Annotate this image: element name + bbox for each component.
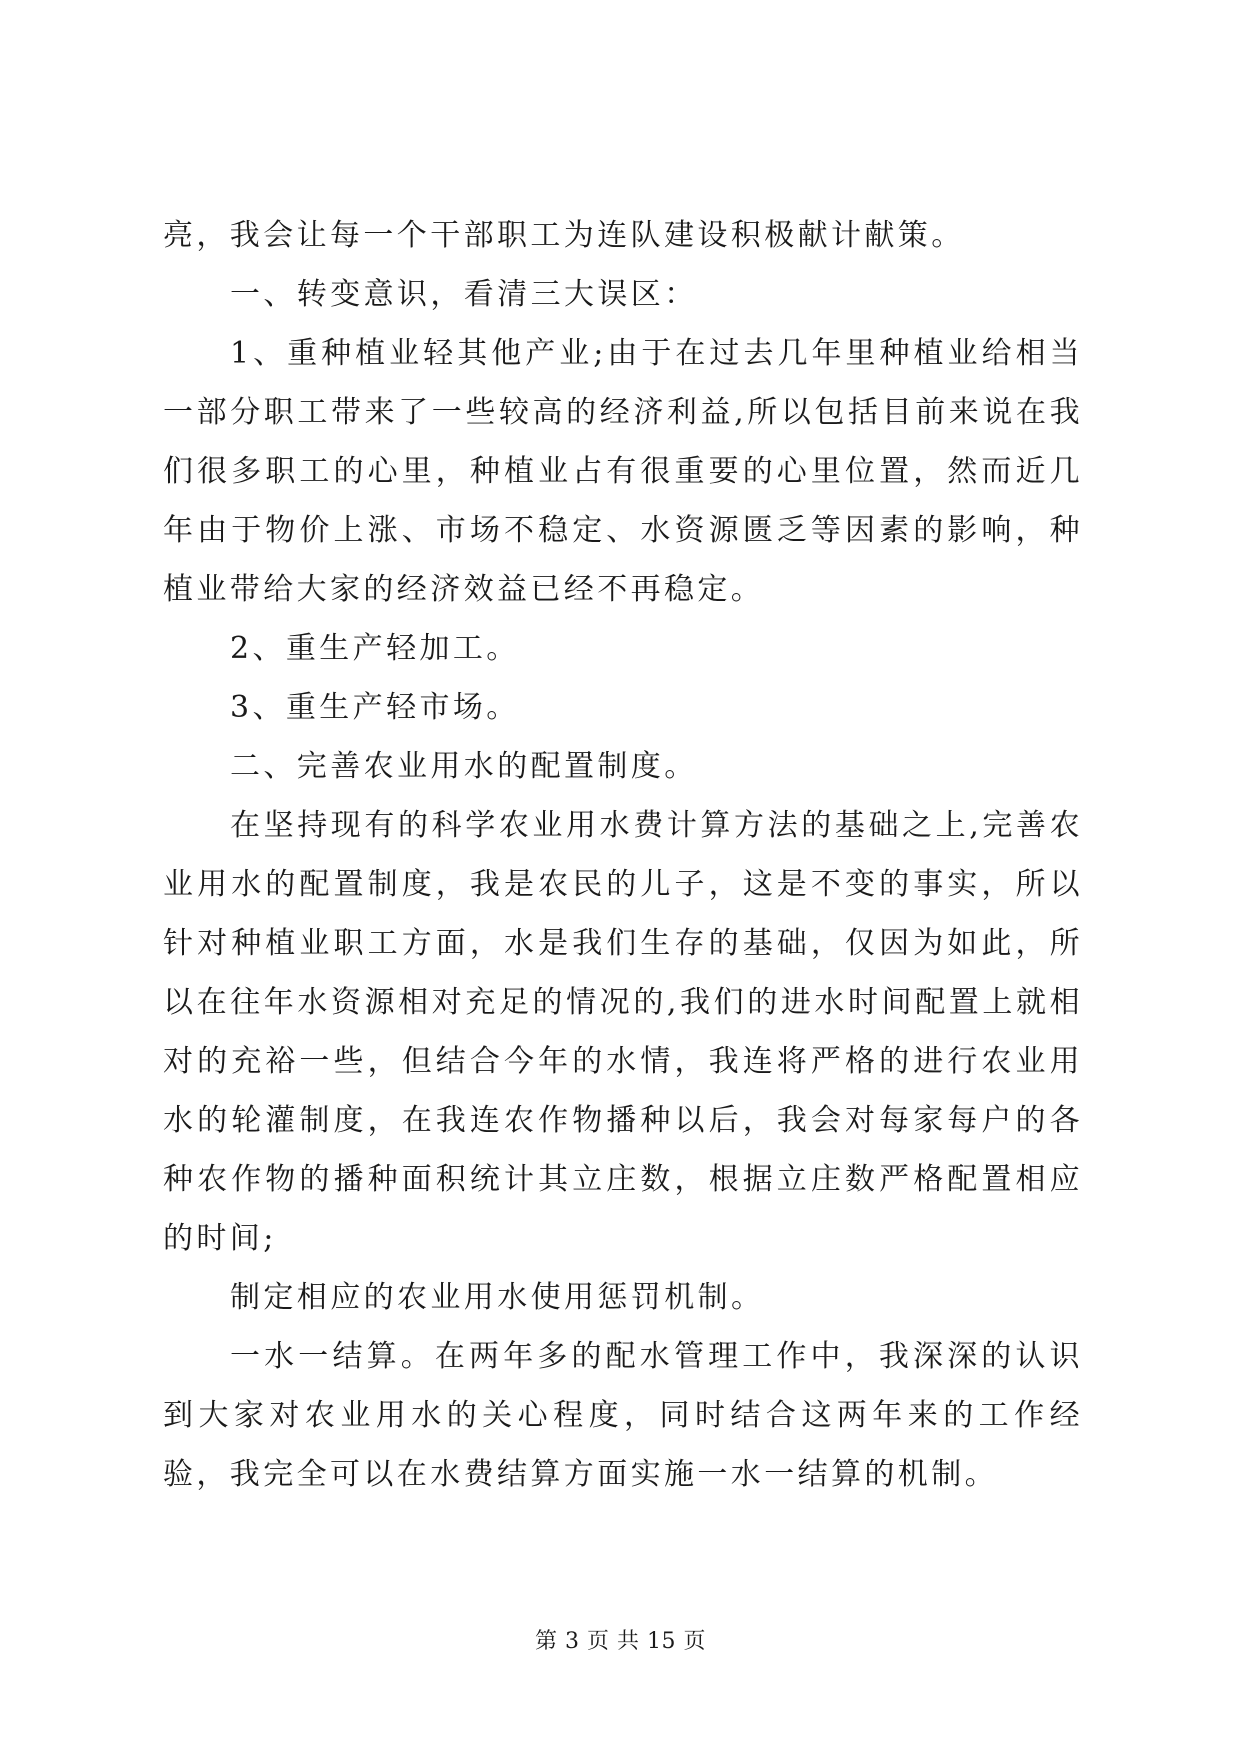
section-heading-1: 一、转变意识，看清三大误区： [230, 277, 698, 312]
paragraph-continuation: 亮，我会让每一个干部职工为连队建设积极献计献策。 [163, 218, 965, 253]
list-item-2: 2、重生产轻加工。 [230, 631, 520, 666]
list-item-1: 1、重种植业轻其他产业;由于在过去几年里种植业给相当一部分职工带来了一些较高的经济利益,所以包括目前来说在我们很多职工的心里，种植业占有很重要的心里位置，然而近几年由于物价上涨、市场不稳定、水资源匮乏等因素的影响，种植业带给大家的经济效益已经不再稳定。 [163, 336, 1083, 607]
list-item-3: 3、重生产轻市场。 [230, 690, 520, 725]
paragraph: 一水一结算。在两年多的配水管理工作中，我深深的认识到大家对农业用水的关心程度，同时结合这两年来的工作经验，我完全可以在水费结算方面实施一水一结算的机制。 [163, 1339, 1083, 1492]
page-footer: 第 3 页 共 15 页 [535, 1629, 706, 1654]
document-body [163, 206, 1083, 1504]
paragraph: 制定相应的农业用水使用惩罚机制。 [230, 1280, 765, 1315]
section-heading-2: 二、完善农业用水的配置制度。 [230, 749, 698, 784]
paragraph: 在坚持现有的科学农业用水费计算方法的基础之上,完善农业用水的配置制度，我是农民的儿子，这是不变的事实，所以针对种植业职工方面，水是我们生存的基础，仅因为如此，所以在往年水资源相对充足的情况的,我们的进水时间配置上就相对的充裕一些，但结合今年的水情，我连将严格的进行农业用水的轮灌制度，在我连农作物播种以后，我会对每家每户的各种农作物的播种面积统计其立庄数，根据立庄数严格配置相应的时间; [163, 808, 1083, 1256]
